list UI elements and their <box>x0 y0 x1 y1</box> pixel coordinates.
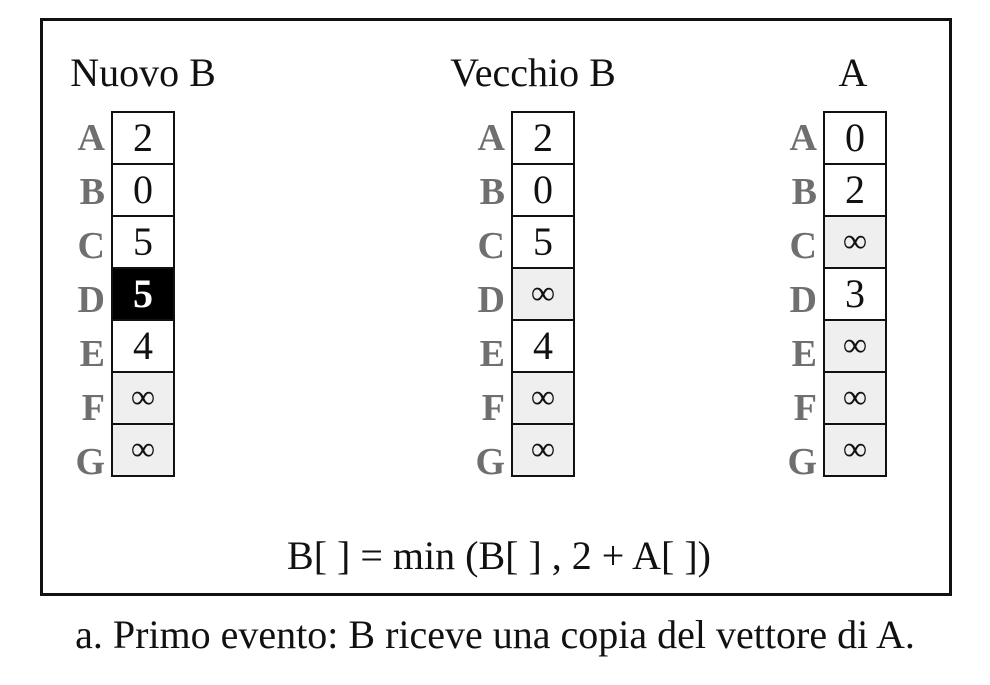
distance-cell-vecchio-b: 5 <box>511 215 575 269</box>
row-label-nuovo-b: C <box>77 225 105 267</box>
distance-cell-nuovo-b: ∞ <box>111 371 175 425</box>
distance-cell-nuovo-b: 5 <box>111 215 175 269</box>
vector-title-a: A <box>838 50 868 95</box>
row-label-vecchio-b: E <box>479 333 505 375</box>
row-label-a: F <box>793 387 817 429</box>
distance-cell-nuovo-b: 5 <box>111 267 175 321</box>
distance-cell-nuovo-b: 2 <box>111 111 175 165</box>
row-label-a: G <box>787 441 817 483</box>
distance-cell-nuovo-b: 0 <box>111 163 175 217</box>
row-label-nuovo-b: E <box>79 333 105 375</box>
figure-caption: a. Primo evento: B riceve una copia del vettore di A. <box>75 612 915 657</box>
row-label-nuovo-b: F <box>81 387 105 429</box>
row-label-a: A <box>789 117 817 159</box>
distance-cell-a: 0 <box>823 111 887 165</box>
distance-cell-nuovo-b: 4 <box>111 319 175 373</box>
diagram-frame <box>40 18 952 596</box>
distance-cell-vecchio-b: ∞ <box>511 423 575 477</box>
distance-cell-vecchio-b: 4 <box>511 319 575 373</box>
row-label-vecchio-b: B <box>479 171 505 213</box>
row-label-a: C <box>789 225 817 267</box>
row-label-vecchio-b: D <box>477 279 505 321</box>
row-label-nuovo-b: G <box>75 441 105 483</box>
distance-cell-a: ∞ <box>823 423 887 477</box>
row-label-vecchio-b: C <box>477 225 505 267</box>
distance-cell-a: 3 <box>823 267 887 321</box>
vector-title-nuovo-b: Nuovo B <box>70 50 216 95</box>
row-label-vecchio-b: G <box>475 441 505 483</box>
distance-cell-a: ∞ <box>823 215 887 269</box>
row-label-a: B <box>791 171 817 213</box>
vector-title-vecchio-b: Vecchio B <box>450 50 616 95</box>
row-label-nuovo-b: A <box>77 117 105 159</box>
row-label-a: D <box>789 279 817 321</box>
distance-cell-vecchio-b: 2 <box>511 111 575 165</box>
distance-cell-nuovo-b: ∞ <box>111 423 175 477</box>
row-label-nuovo-b: D <box>77 279 105 321</box>
row-label-vecchio-b: A <box>477 117 505 159</box>
distance-cell-a: ∞ <box>823 371 887 425</box>
distance-cell-vecchio-b: ∞ <box>511 371 575 425</box>
distance-cell-vecchio-b: 0 <box>511 163 575 217</box>
row-label-a: E <box>791 333 817 375</box>
distance-cell-vecchio-b: ∞ <box>511 267 575 321</box>
distance-cell-a: ∞ <box>823 319 887 373</box>
update-formula: B[ ] = min (B[ ] , 2 + A[ ]) <box>287 533 711 578</box>
row-label-vecchio-b: F <box>481 387 505 429</box>
row-label-nuovo-b: B <box>79 171 105 213</box>
distance-cell-a: 2 <box>823 163 887 217</box>
